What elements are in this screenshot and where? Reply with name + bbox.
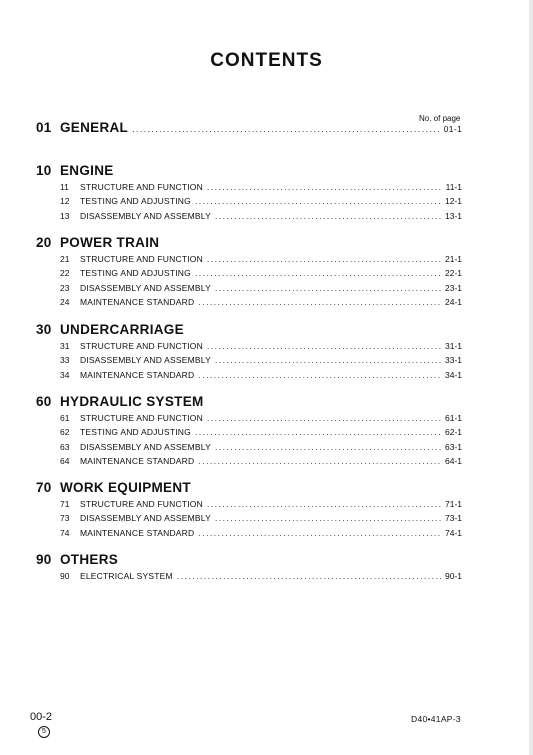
toc-entry bbox=[36, 569, 462, 583]
dot-leader bbox=[198, 295, 441, 309]
entry-number: 23 bbox=[60, 282, 70, 293]
entry-title: STRUCTURE AND FUNCTION bbox=[80, 413, 203, 423]
entry-title: MAINTENANCE STANDARD bbox=[80, 297, 195, 308]
toc-entry bbox=[36, 411, 462, 425]
entry-number: 31 bbox=[60, 341, 70, 351]
section-name: ENGINE bbox=[60, 163, 114, 178]
toc-entry bbox=[36, 440, 462, 454]
section-general bbox=[36, 119, 462, 137]
toc-entry bbox=[36, 454, 462, 468]
toc-entry bbox=[36, 209, 462, 223]
dot-leader bbox=[207, 497, 441, 511]
entry-number: 64 bbox=[60, 456, 70, 467]
page-edge-shadow bbox=[529, 0, 533, 755]
page-number: 71-1 bbox=[444, 499, 462, 509]
section-number: 10 bbox=[36, 163, 52, 178]
page-number: 73-1 bbox=[444, 513, 462, 524]
section-name: UNDERCARRIAGE bbox=[60, 322, 184, 337]
section-number: 60 bbox=[36, 394, 52, 409]
dot-leader bbox=[215, 281, 441, 295]
entry-title: DISASSEMBLY AND ASSEMBLY bbox=[80, 513, 211, 524]
dot-leader bbox=[195, 266, 441, 280]
toc-entry bbox=[36, 497, 462, 511]
entry-number: 33 bbox=[60, 355, 70, 366]
page-number: 33-1 bbox=[444, 355, 462, 366]
entry-title: TESTING AND ADJUSTING bbox=[80, 427, 191, 438]
dot-leader bbox=[132, 120, 440, 138]
section-number: 20 bbox=[36, 235, 52, 250]
dot-leader bbox=[198, 368, 441, 382]
section-name: OTHERS bbox=[60, 552, 119, 567]
section-others bbox=[36, 551, 462, 583]
dot-leader bbox=[215, 353, 441, 367]
page-number: 11-1 bbox=[445, 182, 462, 192]
dot-leader bbox=[198, 526, 441, 540]
dot-leader bbox=[207, 180, 442, 194]
entry-number: 13 bbox=[60, 210, 70, 221]
entry-number: 63 bbox=[60, 441, 70, 452]
entry-number: 34 bbox=[60, 369, 70, 380]
section-number: 30 bbox=[36, 322, 52, 337]
page-number: 63-1 bbox=[444, 441, 462, 452]
entry-title: TESTING AND ADJUSTING bbox=[80, 268, 191, 279]
entry-number: 73 bbox=[60, 513, 70, 524]
entry-number: 11 bbox=[60, 182, 69, 192]
page-number: 13-1 bbox=[444, 210, 462, 221]
footer-revision-mark: 5 bbox=[38, 726, 50, 738]
entry-title: STRUCTURE AND FUNCTION bbox=[80, 254, 203, 264]
section-heading bbox=[36, 551, 462, 569]
toc-entry bbox=[36, 266, 462, 280]
section-hydraulic-system bbox=[36, 393, 462, 469]
entry-title: MAINTENANCE STANDARD bbox=[80, 527, 195, 538]
page-number: 61-1 bbox=[444, 413, 462, 423]
page-number: 24-1 bbox=[444, 297, 462, 308]
entry-number: 74 bbox=[60, 527, 70, 538]
entry-title: DISASSEMBLY AND ASSEMBLY bbox=[80, 441, 211, 452]
section-work-equipment bbox=[36, 479, 462, 540]
section-heading bbox=[36, 479, 462, 497]
toc-entry bbox=[36, 180, 462, 194]
section-name: GENERAL bbox=[60, 120, 129, 135]
page-number: 22-1 bbox=[444, 268, 462, 279]
toc-entry bbox=[36, 281, 462, 295]
entry-title: STRUCTURE AND FUNCTION bbox=[80, 182, 203, 192]
section-name: WORK EQUIPMENT bbox=[60, 480, 191, 495]
page-number: 74-1 bbox=[444, 527, 462, 538]
entry-title: DISASSEMBLY AND ASSEMBLY bbox=[80, 210, 211, 221]
page-number: 64-1 bbox=[444, 456, 462, 467]
footer-page-code: 00-2 bbox=[30, 711, 53, 723]
page-number: 31-1 bbox=[444, 341, 462, 351]
dot-leader bbox=[207, 411, 441, 425]
entry-number: 21 bbox=[60, 254, 70, 264]
entry-number: 22 bbox=[60, 268, 70, 279]
entry-number: 90 bbox=[60, 571, 70, 581]
toc-entry bbox=[36, 368, 462, 382]
section-heading bbox=[36, 119, 462, 137]
section-heading bbox=[36, 162, 462, 180]
entry-title: MAINTENANCE STANDARD bbox=[80, 369, 195, 380]
toc-entry bbox=[36, 252, 462, 266]
entry-title: STRUCTURE AND FUNCTION bbox=[80, 499, 203, 509]
page-number: 90-1 bbox=[444, 571, 462, 581]
section-heading bbox=[36, 321, 462, 339]
section-undercarriage bbox=[36, 321, 462, 382]
page-number: 01-1 bbox=[443, 124, 462, 134]
dot-leader bbox=[207, 339, 441, 353]
footer-model-code: D40•41AP-3 bbox=[411, 714, 461, 724]
entry-title: TESTING AND ADJUSTING bbox=[80, 196, 191, 207]
page-number: 34-1 bbox=[444, 369, 462, 380]
dot-leader bbox=[207, 252, 441, 266]
dot-leader bbox=[195, 194, 441, 208]
section-power-train bbox=[36, 234, 462, 310]
toc-entry bbox=[36, 511, 462, 525]
section-heading bbox=[36, 234, 462, 252]
section-heading bbox=[36, 393, 462, 411]
toc-entry bbox=[36, 526, 462, 540]
entry-number: 12 bbox=[60, 196, 70, 207]
toc-entry bbox=[36, 194, 462, 208]
entry-number: 61 bbox=[60, 413, 70, 423]
entry-number: 71 bbox=[60, 499, 70, 509]
section-number: 90 bbox=[36, 552, 52, 567]
toc-entry bbox=[36, 295, 462, 309]
dot-leader bbox=[198, 454, 441, 468]
page-number: 21-1 bbox=[444, 254, 462, 264]
entry-title: MAINTENANCE STANDARD bbox=[80, 456, 195, 467]
dot-leader bbox=[215, 209, 441, 223]
section-name: POWER TRAIN bbox=[60, 235, 160, 250]
no-of-page-label: No. of page bbox=[419, 114, 461, 123]
page-number: 12-1 bbox=[444, 196, 462, 207]
entry-title: ELECTRICAL SYSTEM bbox=[80, 571, 173, 581]
entry-title: DISASSEMBLY AND ASSEMBLY bbox=[80, 282, 211, 293]
toc-entry bbox=[36, 339, 462, 353]
page-number: 62-1 bbox=[444, 427, 462, 438]
dot-leader bbox=[215, 511, 441, 525]
section-number: 70 bbox=[36, 480, 52, 495]
page-title: CONTENTS bbox=[210, 50, 323, 71]
dot-leader bbox=[215, 440, 441, 454]
page-number: 23-1 bbox=[444, 282, 462, 293]
entry-number: 62 bbox=[60, 427, 70, 438]
entry-number: 24 bbox=[60, 297, 70, 308]
toc-entry bbox=[36, 353, 462, 367]
entry-title: DISASSEMBLY AND ASSEMBLY bbox=[80, 355, 211, 366]
section-name: HYDRAULIC SYSTEM bbox=[60, 394, 204, 409]
dot-leader bbox=[177, 569, 441, 583]
toc-entry bbox=[36, 425, 462, 439]
dot-leader bbox=[195, 425, 441, 439]
section-number: 01 bbox=[36, 120, 52, 135]
entry-title: STRUCTURE AND FUNCTION bbox=[80, 341, 203, 351]
section-engine bbox=[36, 162, 462, 223]
